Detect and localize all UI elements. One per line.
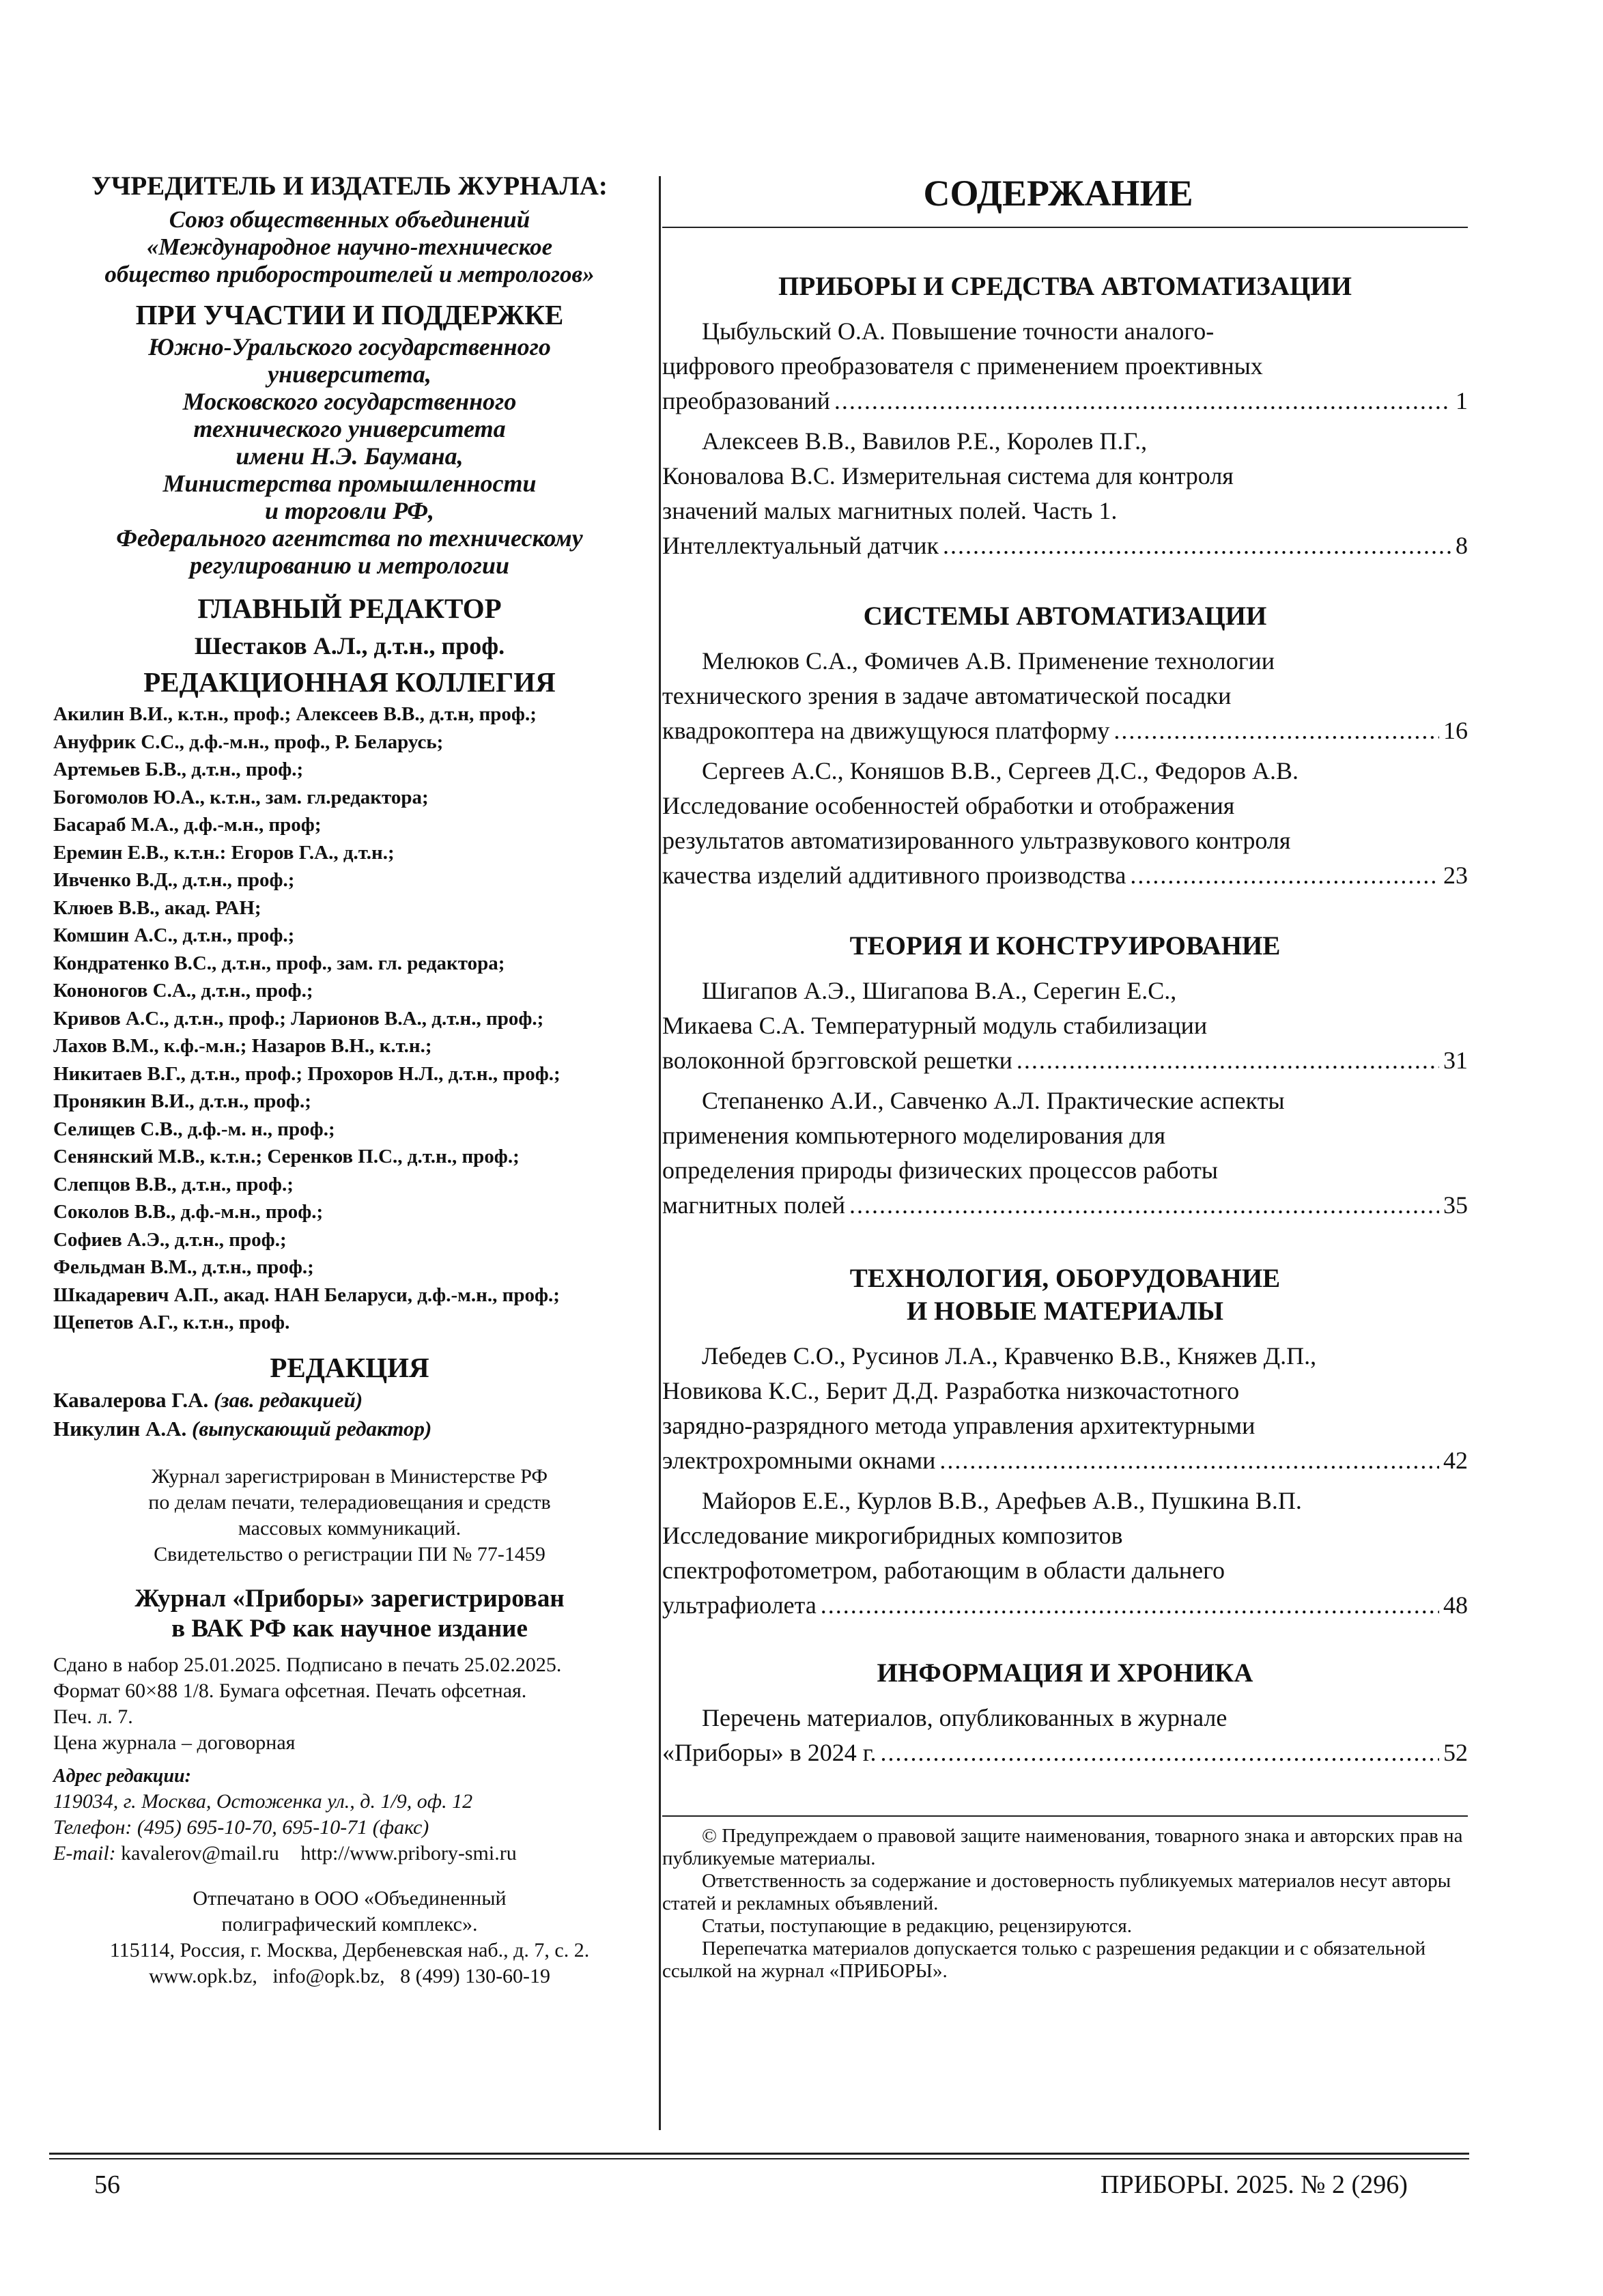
- board-member: Слепцов В.В., д.т.н., проф.;: [53, 1173, 294, 1195]
- toc-entry-last-line: волоконной брэгговской решетки: [662, 1047, 1012, 1074]
- board-member: Пронякин В.И., д.т.н., проф.;: [53, 1090, 311, 1112]
- participation-line: и торговли РФ,: [264, 497, 435, 524]
- toc-page-number: 35: [1443, 1191, 1468, 1219]
- email-row: [53, 1841, 650, 1867]
- dot-leader: [834, 384, 1451, 419]
- column-divider: [659, 176, 661, 2130]
- toc-sections: [662, 270, 1468, 1770]
- dot-leader: [880, 1735, 1439, 1770]
- toc-entry[interactable]: [662, 1484, 1468, 1623]
- phone-row: [53, 1815, 650, 1841]
- toc-entry-line: Цыбульский О.А. Повышение точности аналого-: [702, 317, 1215, 345]
- founder-line: «Международное научно-техническое: [146, 233, 553, 260]
- email-value[interactable]: kavalerov@mail.ru: [121, 1841, 279, 1865]
- board-list: [49, 700, 650, 1337]
- toc-section: [662, 1657, 1468, 1770]
- toc-entry-last-line: ультрафиолета: [662, 1591, 817, 1619]
- toc-entry-line: Исследование особенностей обработки и отображения: [662, 792, 1235, 819]
- toc-entry-leader-line: [662, 713, 1468, 748]
- toc-entry-line: Шигапов А.Э., Шигапова В.А., Серегин Е.С.,: [702, 977, 1177, 1004]
- editorial-role: (выпускающий редактор): [192, 1416, 432, 1441]
- toc-section-heading: ТЕХНОЛОГИЯ, ОБОРУДОВАНИЕ: [849, 1264, 1281, 1293]
- toc-entry-leader-line: [662, 1443, 1468, 1478]
- board-member: Шкадаревич А.П., акад. НАН Беларуси, д.ф.-м.н., проф.;: [53, 1284, 560, 1306]
- printer-contacts[interactable]: www.opk.bz, info@opk.bz, 8 (499) 130-60-19: [148, 1964, 551, 1987]
- board-member: Селищев С.В., д.ф.-м. н., проф.;: [53, 1118, 335, 1140]
- toc-page-number: 16: [1443, 717, 1468, 744]
- toc-entry[interactable]: [662, 314, 1468, 419]
- dot-leader: [1113, 713, 1439, 748]
- founder-block: [49, 206, 650, 288]
- editorial-role: (зав. редакцией): [214, 1387, 363, 1412]
- editorial-member: [53, 1386, 650, 1415]
- toc-entry[interactable]: [662, 1083, 1468, 1223]
- founder-title: УЧРЕДИТЕЛЬ И ИЗДАТЕЛЬ ЖУРНАЛА:: [91, 171, 608, 201]
- board-member: Ануфрик С.С., д.ф.-м.н., проф., Р. Беларусь;: [53, 731, 444, 753]
- toc-entry-line: результатов автоматизированного ультразвукового контроля: [662, 827, 1291, 854]
- toc-entry-leader-line: [662, 858, 1468, 893]
- email-label: E-mail:: [53, 1841, 116, 1865]
- toc-entry-line: Алексеев В.В., Вавилов Р.Е., Королев П.Г.,: [702, 427, 1148, 455]
- toc-entry-leader-line: [662, 384, 1468, 419]
- print-info-line: Печ. л. 7.: [53, 1705, 133, 1728]
- toc-page-number: 52: [1443, 1739, 1468, 1766]
- toc-section-heading: ИНФОРМАЦИЯ И ХРОНИКА: [877, 1658, 1253, 1688]
- dot-leader: [939, 1443, 1439, 1478]
- toc-entry-last-line: «Приборы» в 2024 г.: [662, 1739, 877, 1766]
- board-member: Комшин А.С., д.т.н., проф.;: [53, 924, 295, 946]
- editorial-member: [53, 1415, 650, 1443]
- toc-entry-line: зарядно-разрядного метода управления архитектурными: [662, 1412, 1256, 1439]
- board-member: Акилин В.И., к.т.н., проф.; Алексеев В.В., д.т.н, проф.;: [53, 703, 537, 725]
- board-member: Сенянский М.В., к.т.н.; Серенков П.С., д.т.н., проф.;: [53, 1146, 520, 1167]
- board-member: Лахов В.М., к.ф.-м.н.; Назаров В.Н., к.т.н.;: [53, 1035, 432, 1057]
- toc-page-number: 48: [1443, 1591, 1468, 1619]
- participation-line: регулированию и метрологии: [190, 552, 509, 579]
- phone-value: (495) 695-10-70, 695-10-71 (факс): [137, 1815, 429, 1839]
- address-block: [49, 1764, 650, 1867]
- toc-entry-line: определения природы физических процессов работы: [662, 1157, 1218, 1184]
- toc-entry-last-line: преобразований: [662, 387, 830, 414]
- toc-entry-line: Майоров Е.Е., Курлов В.В., Арефьев А.В., Пушкина В.П.: [702, 1487, 1302, 1514]
- printer-block: [49, 1886, 650, 1989]
- registration-line: Журнал зарегистрирован в Министерстве РФ: [151, 1464, 548, 1488]
- toc-entry-line: применения компьютерного моделирования для: [662, 1122, 1166, 1149]
- print-info-block: [49, 1652, 650, 1756]
- toc-entry[interactable]: [662, 1701, 1468, 1770]
- footer-rule: [49, 2158, 1469, 2159]
- board-member: Щепетов А.Г., к.т.н., проф.: [53, 1312, 290, 1333]
- toc-entry-line: Степаненко А.И., Савченко А.Л. Практические аспекты: [702, 1087, 1285, 1114]
- editorial-list: [49, 1386, 650, 1443]
- editorial-name: Никулин А.А.: [53, 1416, 187, 1441]
- toc-entry-line: Коновалова В.С. Измерительная система для контроля: [662, 462, 1234, 490]
- toc-entry-line: спектрофотометром, работающим в области дальнего: [662, 1557, 1225, 1584]
- printer-line: полиграфический комплекс».: [221, 1912, 478, 1936]
- founder-line: Союз общественных объединений: [169, 206, 530, 233]
- print-info-line: Формат 60×88 1/8. Бумага офсетная. Печать офсетная.: [53, 1679, 527, 1702]
- dot-leader: [1130, 858, 1439, 893]
- toc-page-number: 1: [1456, 387, 1468, 414]
- dot-leader: [943, 528, 1451, 563]
- dot-leader: [849, 1188, 1439, 1223]
- toc-page-number: 42: [1443, 1447, 1468, 1474]
- toc-section: [662, 1262, 1468, 1623]
- toc-entry-last-line: качества изделий аддитивного производства: [662, 862, 1126, 889]
- participation-line: Московского государственного: [182, 388, 517, 415]
- toc-entry-leader-line: [662, 1735, 1468, 1770]
- toc-entry-last-line: квадрокоптера на движущуюся платформу: [662, 717, 1110, 744]
- toc-section-heading: ТЕОРИЯ И КОНСТРУИРОВАНИЕ: [849, 931, 1281, 961]
- toc-entry[interactable]: [662, 1339, 1468, 1478]
- founder-line: общество приборостроителей и метрологов»: [104, 261, 595, 287]
- board-member: Ивченко В.Д., д.т.н., проф.;: [53, 869, 295, 891]
- toc-entry-leader-line: [662, 1043, 1468, 1078]
- editorial-title: РЕДАКЦИЯ: [270, 1351, 429, 1383]
- toc-section-heading: И НОВЫЕ МАТЕРИАЛЫ: [906, 1296, 1224, 1326]
- toc-entry-last-line: электрохромными окнами: [662, 1447, 936, 1474]
- toc-entry[interactable]: [662, 644, 1468, 748]
- printer-line: Отпечатано в ООО «Объединенный: [193, 1886, 507, 1910]
- participation-line: имени Н.Э. Баумана,: [236, 442, 464, 470]
- toc-section-heading: ПРИБОРЫ И СРЕДСТВА АВТОМАТИЗАЦИИ: [778, 272, 1352, 301]
- vak-line: Журнал «Приборы» зарегистрирован: [134, 1584, 565, 1613]
- toc-entry-line: Перечень материалов, опубликованных в журнале: [702, 1704, 1228, 1731]
- address-title: Адрес редакции:: [53, 1765, 191, 1787]
- page-number: 56: [94, 2170, 120, 2199]
- toc-entry-leader-line: [662, 1588, 1468, 1623]
- journal-reference: ПРИБОРЫ. 2025. № 2 (296): [1101, 2170, 1408, 2199]
- toc-page-number: 31: [1443, 1047, 1468, 1074]
- toc-entry[interactable]: [662, 974, 1468, 1078]
- print-info-line: Сдано в набор 25.01.2025. Подписано в печать 25.02.2025.: [53, 1653, 562, 1676]
- chief-editor-title: ГЛАВНЫЙ РЕДАКТОР: [197, 593, 502, 624]
- board-member: Софиев А.Э., д.т.н., проф.;: [53, 1228, 287, 1251]
- phone-label: Телефон:: [53, 1815, 132, 1839]
- toc-page-number: 23: [1443, 862, 1468, 889]
- toc-page-number: 8: [1456, 532, 1468, 559]
- vak-block: [49, 1584, 650, 1644]
- address-line: 119034, г. Москва, Остоженка ул., д. 1/9, оф. 12: [53, 1789, 473, 1813]
- vak-line: в ВАК РФ как научное издание: [171, 1614, 528, 1643]
- notice-paragraph: © Предупреждаем о правовой защите наименования, товарного знака и авторских прав на публикуемые материалы.: [662, 1825, 1463, 1869]
- printer-line: 115114, Россия, г. Москва, Дербеневская наб., д. 7, с. 2.: [109, 1938, 590, 1961]
- toc-entry-line: Мелюков С.А., Фомичев А.В. Применение технологии: [702, 647, 1275, 675]
- notice-paragraph: Ответственность за содержание и достоверность публикуемых материалов несут авторы статей и рекламных объявлений.: [662, 1870, 1451, 1914]
- toc-section: [662, 930, 1468, 1223]
- toc-entry[interactable]: [662, 754, 1468, 893]
- board-member: Басараб М.А., д.ф.-м.н., проф;: [53, 814, 322, 836]
- toc-section: [662, 270, 1468, 563]
- participation-line: Министерства промышленности: [162, 470, 537, 497]
- toc-title: СОДЕРЖАНИЕ: [923, 173, 1193, 214]
- toc-entry-line: цифрового преобразователя с применением проективных: [662, 352, 1263, 380]
- board-member: Никитаев В.Г., д.т.н., проф.; Прохоров Н.Л., д.т.н., проф.;: [53, 1062, 561, 1085]
- toc-entry-last-line: Интеллектуальный датчик: [662, 532, 939, 559]
- board-member: Кривов А.С., д.т.н., проф.; Ларионов В.А., д.т.н., проф.;: [53, 1007, 544, 1030]
- toc-section-heading: СИСТЕМЫ АВТОМАТИЗАЦИИ: [863, 601, 1267, 631]
- board-member: Кондратенко В.С., д.т.н., проф., зам. гл. редактора;: [53, 952, 505, 974]
- notice-block: [662, 1825, 1468, 1983]
- notice-rule: [662, 1815, 1468, 1817]
- registration-block: [49, 1464, 650, 1568]
- board-member: Кононогов С.А., д.т.н., проф.;: [53, 980, 313, 1002]
- board-member: Еремин Е.В., к.т.н.: Егоров Г.А., д.т.н.;: [53, 841, 395, 864]
- footer-rule: [49, 2153, 1469, 2155]
- board-member: Артемьев Б.В., д.т.н., проф.;: [53, 759, 304, 780]
- notice-paragraph: Перепечатка материалов допускается только с разрешения редакции и с обязательной ссылкой на журнал «ПРИБОРЫ».: [662, 1938, 1426, 1982]
- registration-line: по делам печати, телерадиовещания и средств: [148, 1490, 551, 1514]
- dot-leader: [1017, 1043, 1439, 1078]
- board-member: Клюев В.В., акад. РАН;: [53, 896, 261, 919]
- board-member: Соколов В.В., д.ф.-м.н., проф.;: [53, 1201, 324, 1223]
- editorial-name: Кавалерова Г.А.: [53, 1387, 209, 1412]
- toc-entry[interactable]: [662, 424, 1468, 563]
- toc-column: [662, 169, 1468, 1983]
- participation-line: университета,: [268, 360, 431, 388]
- registration-line: Свидетельство о регистрации ПИ № 77-1459: [154, 1542, 545, 1565]
- toc-entry-line: Лебедев С.О., Русинов Л.А., Кравченко В.В., Княжев Д.П.,: [702, 1342, 1317, 1370]
- website-link[interactable]: http://www.pribory-smi.ru: [300, 1841, 517, 1865]
- toc-title-rule: [662, 227, 1468, 228]
- toc-entry-line: значений малых магнитных полей. Часть 1.: [662, 497, 1118, 524]
- board-member: Фельдман В.М., д.т.н., проф.;: [53, 1256, 314, 1278]
- notice-paragraph: Статьи, поступающие в редакцию, рецензируются.: [702, 1915, 1132, 1937]
- toc-entry-line: Микаева С.А. Температурный модуль стабилизации: [662, 1012, 1208, 1039]
- toc-entry-line: Исследование микрогибридных композитов: [662, 1522, 1123, 1549]
- chief-editor-name: Шестаков А.Л., д.т.н., проф.: [194, 632, 505, 660]
- print-info-line: Цена журнала – договорная: [53, 1731, 296, 1754]
- participation-line: технического университета: [193, 415, 506, 442]
- toc-entry-leader-line: [662, 528, 1468, 563]
- participation-title: ПРИ УЧАСТИИ И ПОДДЕРЖКЕ: [135, 299, 564, 330]
- masthead-column: [49, 169, 650, 1989]
- toc-entry-leader-line: [662, 1188, 1468, 1223]
- board-member: Богомолов Ю.А., к.т.н., зам. гл.редактора;: [53, 786, 429, 808]
- toc-entry-line: технического зрения в задаче автоматической посадки: [662, 682, 1232, 709]
- participation-block: [49, 333, 650, 579]
- registration-line: массовых коммуникаций.: [238, 1516, 462, 1540]
- toc-entry-line: Сергеев А.С., Коняшов В.В., Сергеев Д.С., Федоров А.В.: [702, 757, 1299, 784]
- board-title: РЕДАКЦИОННАЯ КОЛЛЕГИЯ: [143, 666, 556, 698]
- dot-leader: [821, 1588, 1439, 1623]
- toc-entry-last-line: магнитных полей: [662, 1191, 845, 1219]
- toc-entry-line: Новикова К.С., Берит Д.Д. Разработка низкочастотного: [662, 1377, 1240, 1404]
- participation-line: Федерального агентства по техническому: [116, 524, 583, 552]
- participation-line: Южно-Уральского государственного: [148, 333, 551, 360]
- toc-section: [662, 600, 1468, 893]
